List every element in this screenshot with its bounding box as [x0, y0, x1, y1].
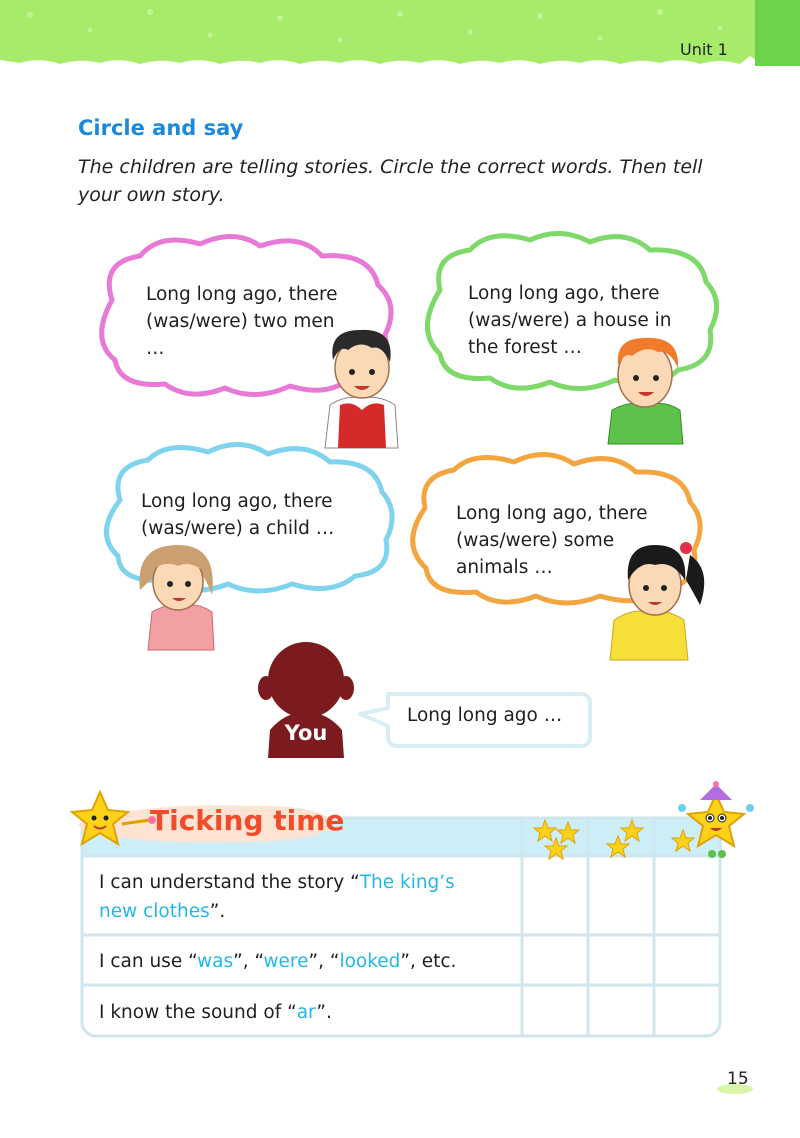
bubble-4-line-1: Long long ago, there — [456, 503, 648, 524]
girl-pink-top-illustration — [139, 545, 214, 650]
bubble-1-line-2: (was/were) two men — [146, 311, 335, 332]
row-3-highlight-1: ar — [296, 1002, 317, 1023]
bubble-2-text — [468, 280, 708, 361]
row-2-highlight-1: was — [197, 951, 234, 972]
bubble-3-text — [141, 488, 371, 542]
bubble-1-line-1: Long long ago, there — [146, 284, 338, 305]
bubble-2-line-2: (was/were) a house in — [468, 310, 672, 331]
row-1-highlight-2: new clothes — [99, 901, 210, 922]
unit-label: Unit 1 — [680, 40, 728, 59]
row-2-text-2: ”, “ — [233, 951, 264, 972]
ticking-time-title: Ticking time — [150, 804, 345, 837]
bubble-4-line-3: animals … — [456, 557, 553, 578]
bubble-1-text — [146, 281, 376, 362]
instructions: The children are telling stories. Circle the correct words. Then tell your own story. — [78, 156, 703, 206]
bubble-4-text — [456, 500, 686, 581]
bubble-3-line-1: Long long ago, there — [141, 491, 333, 512]
bubble-2-line-1: Long long ago, there — [468, 283, 660, 304]
row-2-text-1: I can use “ — [99, 951, 198, 972]
section-title: Circle and say — [78, 116, 244, 140]
row-1-highlight-1: The king’s — [359, 872, 455, 893]
row-2-highlight-3: looked — [339, 951, 401, 972]
ticking-row-3 — [99, 998, 509, 1027]
row-3-text-2: ”. — [316, 1002, 332, 1023]
row-2-highlight-2: were — [263, 951, 309, 972]
you-speech-text: Long long ago … — [407, 705, 563, 726]
row-2-text-3: ”, “ — [308, 951, 340, 972]
row-2-text-4: ”, etc. — [400, 951, 457, 972]
ticking-row-2 — [99, 947, 509, 976]
you-label: You — [284, 721, 328, 745]
page-number: 15 — [727, 1069, 749, 1089]
bubble-2-line-3: the forest … — [468, 337, 582, 358]
row-1-prefix: I can understand the story “ — [99, 872, 360, 893]
row-1-suffix: ”. — [209, 901, 226, 922]
row-3-text-1: I know the sound of “ — [99, 1002, 297, 1023]
bubble-3-line-2: (was/were) a child … — [141, 518, 335, 539]
bubble-4-line-2: (was/were) some — [456, 530, 615, 551]
bubble-1-line-3: … — [146, 338, 165, 359]
ticking-row-1 — [99, 868, 509, 926]
